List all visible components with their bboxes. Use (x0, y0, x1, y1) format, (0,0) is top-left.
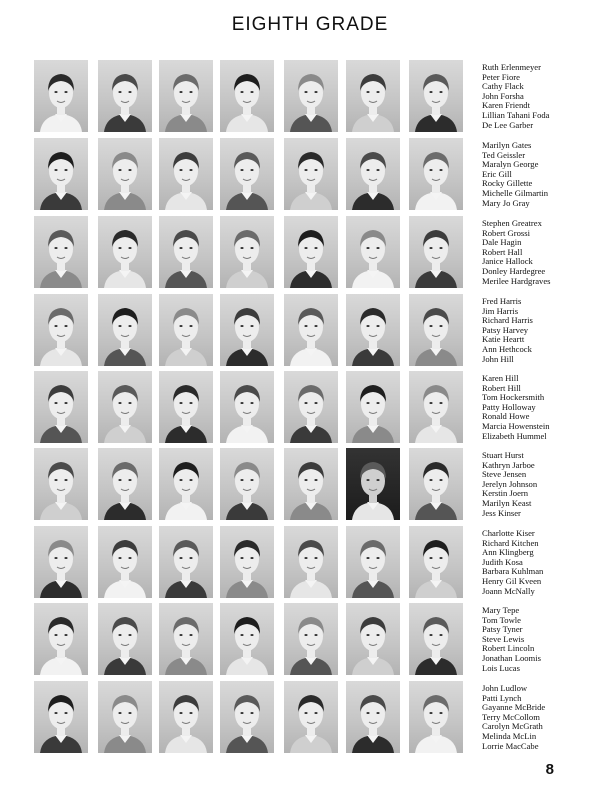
student-name: Lorrie MacCabe (482, 741, 539, 751)
student-portrait (346, 138, 400, 210)
student-portrait (409, 138, 463, 210)
student-name: Stuart Hurst (482, 451, 524, 460)
student-portrait (159, 371, 213, 443)
student-name: Eric Gill (482, 169, 512, 179)
student-portrait (284, 448, 338, 520)
student-portrait (346, 681, 400, 753)
student-name: Michelle Gilmartin (482, 188, 549, 198)
student-portrait (409, 371, 463, 443)
student-name: De Lee Garber (482, 120, 534, 130)
student-name: Ann Hethcock (482, 344, 532, 354)
student-portrait (34, 138, 88, 210)
student-name: Donley Hardegree (482, 266, 546, 276)
student-name: Jess Kinser (482, 508, 521, 518)
student-name: Richard Kitchen (482, 538, 539, 548)
student-portrait (98, 371, 152, 443)
student-name: Jonathan Loomis (482, 653, 541, 663)
student-name: Elizabeth Hummel (482, 431, 547, 441)
student-portrait (34, 448, 88, 520)
student-name: Lois Lucas (482, 663, 520, 673)
portrait-row (34, 371, 594, 443)
student-name: Cathy Flack (482, 82, 524, 92)
student-name: John Ludlow (482, 684, 528, 693)
student-portrait (34, 603, 88, 675)
student-name: John Hill (482, 354, 514, 364)
student-portrait (409, 60, 463, 132)
student-name: Richard Harris (482, 316, 533, 326)
student-name: Ted Geissler (482, 150, 526, 160)
student-portrait (284, 138, 338, 210)
portrait-row (34, 681, 594, 753)
student-name: Jim Harris (482, 306, 519, 316)
name-list (482, 141, 594, 208)
student-name: Marilyn Gates (482, 141, 532, 150)
student-name: Robert Hall (482, 247, 523, 257)
student-name: Patty Holloway (482, 402, 536, 412)
student-name: Lillian Tahani Foda (482, 110, 550, 120)
name-list (482, 374, 594, 441)
student-name: Ann Klingberg (482, 548, 534, 558)
student-portrait (98, 448, 152, 520)
student-portrait (159, 448, 213, 520)
student-portrait (346, 216, 400, 288)
student-portrait (98, 138, 152, 210)
student-name: Tom Towle (482, 615, 521, 625)
student-name: Maralyn George (482, 160, 539, 170)
student-name: Stephen Greatrex (482, 219, 542, 228)
student-portrait (159, 294, 213, 366)
student-portrait (220, 371, 274, 443)
student-name: Janice Hallock (482, 257, 533, 267)
page-title: EIGHTH GRADE (231, 14, 389, 35)
student-name: Karen Hill (482, 374, 519, 383)
student-portrait (98, 60, 152, 132)
student-portrait (159, 681, 213, 753)
student-portrait (98, 294, 152, 366)
student-name: Steve Lewis (482, 634, 525, 644)
student-name: Mary Jo Gray (482, 198, 530, 208)
student-name: Patsy Harvey (482, 325, 529, 335)
student-portrait (34, 60, 88, 132)
student-name: Merilee Hardgraves (482, 276, 551, 286)
portrait-row (34, 60, 594, 132)
student-portrait (346, 371, 400, 443)
portrait-row (34, 603, 594, 675)
student-name: Patti Lynch (482, 693, 522, 703)
student-portrait (346, 448, 400, 520)
student-portrait (409, 448, 463, 520)
student-portrait (409, 603, 463, 675)
student-portrait (409, 216, 463, 288)
student-portrait (159, 138, 213, 210)
student-name: Gayanne McBride (482, 703, 546, 713)
student-portrait (409, 526, 463, 598)
student-name: Joann McNally (482, 586, 535, 596)
student-portrait (220, 294, 274, 366)
student-portrait (220, 138, 274, 210)
name-list (482, 684, 594, 751)
student-portrait (409, 294, 463, 366)
student-name: Katie Heartt (482, 335, 525, 345)
student-portrait (284, 526, 338, 598)
student-name: Melinda McLin (482, 731, 537, 741)
student-portrait (346, 294, 400, 366)
student-portrait (220, 681, 274, 753)
name-list (482, 219, 594, 286)
student-name: Judith Kosa (482, 557, 523, 567)
student-name: Ronald Howe (482, 412, 530, 422)
student-portrait (284, 216, 338, 288)
student-portrait (220, 526, 274, 598)
student-name: Marilyn Keast (482, 498, 532, 508)
student-portrait (284, 603, 338, 675)
student-name: Tom Hockersmith (482, 393, 545, 403)
name-list (482, 63, 594, 130)
student-portrait (98, 216, 152, 288)
student-name: Marcia Howenstein (482, 421, 550, 431)
portrait-row (34, 216, 594, 288)
student-name: Jerelyn Johnson (482, 479, 538, 489)
student-name: Dale Hagin (482, 238, 522, 248)
student-name: Terry McCollom (482, 712, 540, 722)
student-name: Kerstin Joern (482, 489, 529, 499)
portrait-row (34, 294, 594, 366)
student-name: Ruth Erlenmeyer (482, 63, 541, 72)
student-portrait (34, 681, 88, 753)
name-list (482, 529, 594, 596)
student-portrait (34, 294, 88, 366)
name-list (482, 606, 594, 673)
student-portrait (220, 448, 274, 520)
page-number: 8 (545, 761, 554, 778)
student-portrait (409, 681, 463, 753)
student-portrait (346, 603, 400, 675)
portrait-row (34, 448, 594, 520)
student-portrait (346, 526, 400, 598)
student-portrait (34, 216, 88, 288)
student-portrait (159, 603, 213, 675)
student-portrait (98, 603, 152, 675)
student-name: John Forsha (482, 91, 524, 101)
student-portrait (284, 681, 338, 753)
student-portrait (34, 526, 88, 598)
student-name: Kathryn Jarboe (482, 460, 535, 470)
student-name: Carolyn McGrath (482, 722, 543, 732)
student-portrait (346, 60, 400, 132)
student-portrait (159, 216, 213, 288)
student-portrait (284, 294, 338, 366)
student-portrait (284, 371, 338, 443)
student-name: Robert Lincoln (482, 644, 535, 654)
student-portrait (98, 681, 152, 753)
student-portrait (98, 526, 152, 598)
student-portrait (159, 60, 213, 132)
student-portrait (220, 216, 274, 288)
student-name: Robert Grossi (482, 228, 530, 238)
student-name: Charlotte Kiser (482, 529, 535, 538)
student-name: Rocky Gillette (482, 179, 533, 189)
student-name: Fred Harris (482, 297, 522, 306)
student-portrait (34, 371, 88, 443)
name-list (482, 451, 594, 518)
student-name: Henry Gil Kveen (482, 576, 542, 586)
student-name: Karen Friendt (482, 101, 530, 111)
student-name: Robert Hill (482, 383, 521, 393)
student-name: Steve Jensen (482, 470, 527, 480)
student-portrait (220, 603, 274, 675)
student-name: Mary Tepe (482, 606, 520, 615)
student-portrait (220, 60, 274, 132)
student-name: Barbara Kuhlman (482, 567, 544, 577)
student-name: Peter Fiore (482, 72, 520, 82)
portrait-row (34, 526, 594, 598)
student-portrait (159, 526, 213, 598)
student-name: Patsy Tyner (482, 625, 523, 635)
name-list (482, 297, 594, 364)
portrait-row (34, 138, 594, 210)
student-portrait (284, 60, 338, 132)
